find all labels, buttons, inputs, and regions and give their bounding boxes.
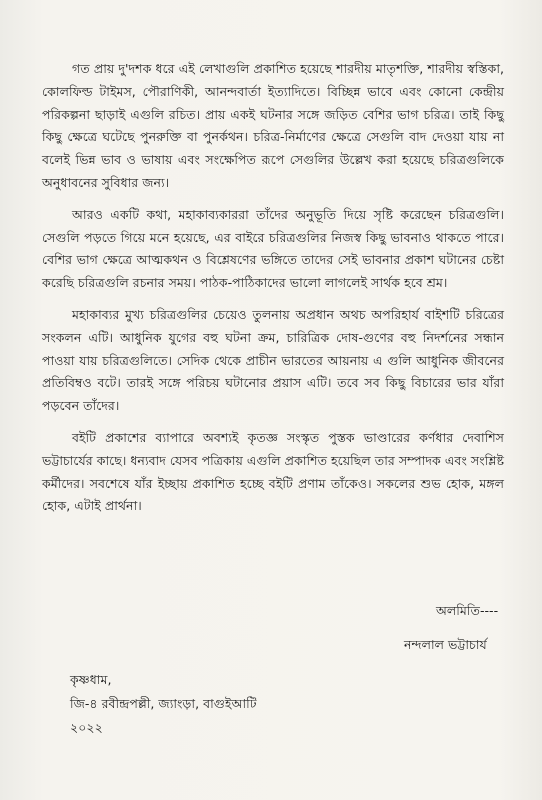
address-line-1: কৃষ্ণধাম, [70,672,112,687]
paragraph-2: আরও একটি কথা, মহাকাব্যকাররা তাঁদের অনুভূতি দিয়ে সৃষ্টি করেছেন চরিত্রগুলি। সেগুলি পড়তে গিয়ে মনে হয়েছে, এর বাইরে চরিত্রগুলির নিজস্ব কিছু ভাবনাও থাকতে পারে। বেশির ভাগ ক্ষেত্রে আত্মকথন ও বিশ্লেষণের ভঙ্গিতে তাদের সেই ভাবনার প্রকাশ ঘটানের চেষ্টা করেছি চরিত্রগুলি রচনার সময়। পাঠক-পাঠিকাদের ভালো লাগলেই সার্থক হবে শ্রম। [42,206,504,291]
paragraph-3: মহাকাব্যর মুখ্য চরিত্রগুলির চেয়েও তুলনায় অপ্রধান অথচ অপরিহার্য বাইশটি চরিত্রের সংকলন এটি। আধুনিক যুগের বহু ঘটনা ক্রম, চারিত্রিক দোষ-গুণের বহু নিদর্শনের সন্ধান পাওয়া যায় চরিত্রগুলিতে। সেদিক থেকে প্রাচীন ভারতের আয়নায় এ গুলি আধুনিক জীবনের প্রতিবিম্বও বটে। তারই সঙ্গে পরিচয় ঘটানোর প্রয়াস এটি। তবে সব কিছু বিচারের ভার যাঁরা পড়বেন তাঁদের। [42,306,504,414]
year: ২০২২ [70,720,103,735]
paragraph-1: গত প্রায় দু'দশক ধরে এই লেখাগুলি প্রকাশিত হয়েছে শারদীয় মাতৃশক্তি, শারদীয় স্বস্তিকা, কোলফিল্ড টাইমস, পৌরাণিকী, আনন্দবার্তা ইত্যাদিতে। বিচ্ছিন্ন ভাবে এবং কোনো কেন্দ্রীয় পরিকল্পনা ছাড়াই এগুলি রচিত। প্রায় একই ঘটনার সঙ্গে জড়িত বেশির ভাগ চরিত্র। তাই কিছু কিছু ক্ষেত্রে ঘটেছে পুনরুক্তি বা পুনর্কথন। চরিত্র-নির্মাণের ক্ষেত্রে সেগুলি বাদ দেওয়া যায় না বলেই ভিন্ন ভাব ও ভাষায় এবং সংক্ষেপিত রূপে সেগুলির উল্লেখ করা হয়েছে চরিত্রগুলিকে অনুধাবনের সুবিধার জন্য। [42,61,504,190]
author-signature: নন্দলাল ভট্টাচার্য [404,637,487,652]
address-line-2: জি-৪ রবীন্দ্রপল্লী, জ্যাংড়া, বাগুইআটি [70,696,257,711]
paragraph-4: বইটি প্রকাশের ব্যাপারে অবশ্যই কৃতজ্ঞ সংস্কৃত পুস্তক ভাণ্ডারের কর্ণধার দেবাশিস ভট্টাচার্যের কাছে। ধন্যবাদ যেসব পত্রিকায় এগুলি প্রকাশিত হয়েছিল তার সম্পাদক এবং সংশ্লিষ্ট কর্মীদের। সবশেষে যাঁর ইচ্ছায় প্রকাশিত হচ্ছে বইটি প্রণাম তাঁকেও। সকলের শুভ হোক, মঙ্গল হোক, এটাই প্রার্থনা। [42,429,504,514]
preface-body [42,58,504,527]
address-block [70,668,257,740]
closing-word: অলমিতি---- [436,603,499,618]
